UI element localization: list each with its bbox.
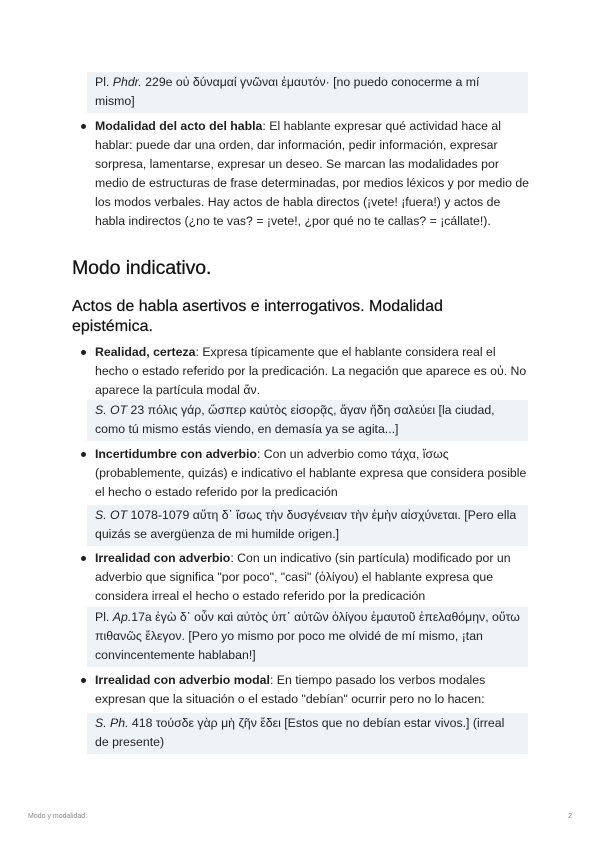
item-text: : El hablante expresar qué actividad hace al hablar: puede dar una orden, dar información, pedir información, expresar sorpresa, lamentarse, expresar un deseo. Se marcan las modalidades por medio de estructuras de frase determinadas, por medios léxicos y por medio de los modos verbales. Hay actos de habla directos (¡vete! ¡fuera!) y actos de habla indirectos (¿no te vas? = ¡vete!, ¿por qué no te callas? = ¡cállate!). (95, 119, 530, 228)
list-item (95, 117, 530, 231)
quote-block (87, 607, 528, 667)
bullet-list (95, 671, 530, 709)
bullet-list (95, 117, 530, 231)
page-number: 2 (568, 813, 572, 820)
bullet-icon (81, 678, 86, 683)
quote-block (87, 400, 528, 441)
quote-text: 17a ἐγὼ δ᾽ οὖν καὶ αὐτὸς ὑπ᾽ αὐτῶν ὀλίγου ἐμαυτοῦ ἐπελαθόμην, οὕτω πιθανῶς ἔλεγον. [Pero yo mismo por poco me olvidé de mí mismo, ¡tan convincentemente hablaban!] (95, 610, 520, 662)
item-text: : Expresa típicamente que el hablante considera real el hecho o estado referido por la predicación. La negación que aparece es οὐ. No aparece la partícula modal ἄν. (95, 345, 527, 397)
bullet-list (95, 445, 530, 502)
quote-source: S. OT (95, 508, 128, 522)
quote-source: S. OT (95, 403, 128, 417)
item-text: : Con un adverbio como τάχα, ἴσως (probablemente, quizás) e indicativo el hablante expresa que considera posible el hecho o estado referido por la predicación (95, 447, 527, 499)
item-term: Modalidad del acto del habla (95, 119, 263, 133)
quote-source: Ap. (112, 610, 132, 624)
quote-source: Phdr. (112, 75, 142, 89)
item-term: Incertidumbre con adverbio (95, 447, 257, 461)
bullet-list (95, 343, 530, 400)
bullet-list (95, 549, 530, 606)
quote-source-prefix: Pl. (95, 75, 113, 89)
subsection-title: Actos de habla asertivos e interrogativos. Modalidad epistémica. (72, 298, 443, 335)
section-title: Modo indicativo. (72, 257, 212, 279)
bullet-icon (81, 556, 86, 561)
item-term: Realidad, certeza (95, 345, 196, 359)
quote-block (87, 505, 528, 546)
list-item (95, 549, 530, 606)
item-term: Irrealidad con adverbio (95, 551, 231, 565)
item-text: : En tiempo pasado los verbos modales expresan que la situación o el estado "debían" ocurrir pero no lo hacen: (95, 673, 486, 706)
list-item (95, 445, 530, 502)
item-term: Irrealidad con adverbio modal (95, 673, 270, 687)
quote-source-prefix: Pl. (95, 610, 113, 624)
quote-text: 229e οὐ δύναμαί γνῶναι ἐμαυτόν· [no puedo conocerme a mí mismo] (95, 75, 480, 108)
quote-block (87, 713, 528, 754)
item-text: : Con un indicativo (sin partícula) modificado por un adverbio que significa "por poco", "casi" (ὀλίγου) el hablante expresa que considera irreal el hecho o estado referido por la predicación (95, 551, 511, 603)
list-item (95, 671, 530, 709)
quote-text: 1078-1079 αὕτη δ᾽ ἴσως τὴν δυσγένειαν τὴν ἐμὴν αἰσχύνεται. [Pero ella quizás se avergüenza de mi humilde origen.] (95, 508, 517, 541)
quote-text: 418 τούσδε γὰρ μὴ ζῆν ἔδει [Estos que no debían estar vivos.] (irreal de presente) (95, 716, 505, 749)
quote-source: S. Ph. (95, 716, 129, 730)
bullet-icon (81, 452, 86, 457)
list-item (95, 343, 530, 400)
bullet-icon (81, 124, 86, 129)
footer-title: Modo y modalidad: (28, 813, 88, 820)
quote-block (87, 72, 528, 113)
quote-text: 23 πόλις γάρ, ὥσπερ καὐτὸς εἰσορᾷς, ἄγαν ἤδη σαλεύει [la ciudad, como tú mismo estás viendo, en demasía ya se agita...] (95, 403, 495, 436)
bullet-icon (81, 350, 86, 355)
